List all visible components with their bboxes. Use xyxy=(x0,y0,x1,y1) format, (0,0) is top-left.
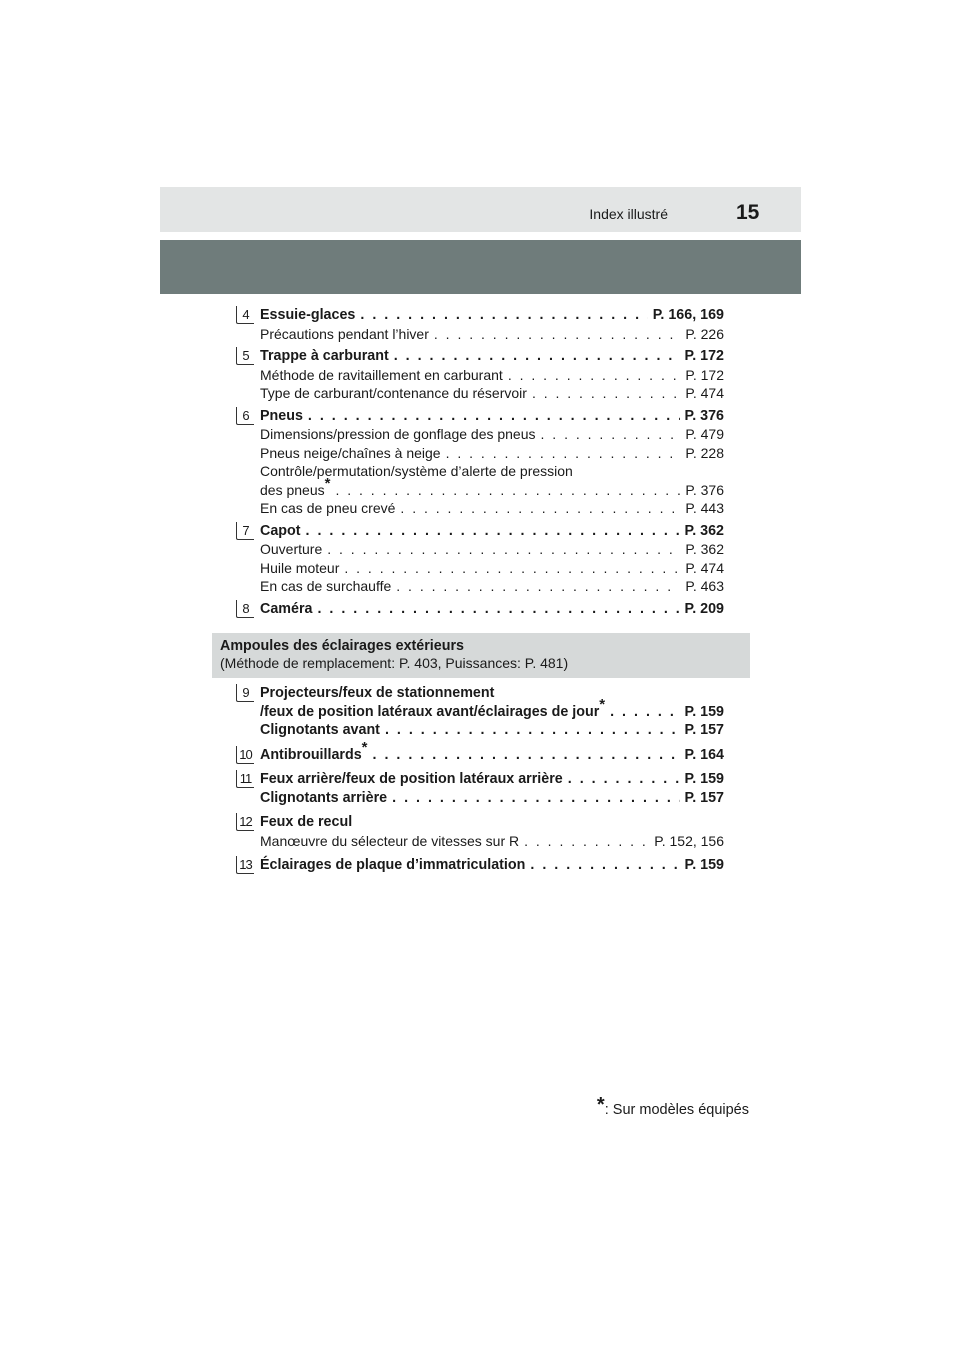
index-entry xyxy=(260,832,724,851)
dot-leader xyxy=(568,770,680,789)
index-group xyxy=(236,306,724,343)
index-entry xyxy=(260,325,724,344)
dot-leader xyxy=(396,577,680,596)
page-reference: P. 157 xyxy=(684,722,724,738)
index-group xyxy=(236,347,724,403)
entry-label xyxy=(260,306,355,325)
footnote-asterisk: * xyxy=(596,1094,605,1116)
page-reference: P. 474 xyxy=(685,385,724,401)
footnote xyxy=(596,1094,749,1120)
entry-label-text: Pneus xyxy=(260,407,303,424)
entry-label xyxy=(260,770,563,789)
index-entry xyxy=(260,789,724,808)
entry-label-text: des pneus xyxy=(260,481,325,498)
index-entry xyxy=(260,695,724,722)
page-reference: P. 443 xyxy=(685,500,724,516)
asterisk-marker: * xyxy=(599,695,606,713)
header-band xyxy=(160,240,801,294)
page-reference: P. 226 xyxy=(685,325,724,342)
page-reference: P. 152, 156 xyxy=(654,832,724,849)
item-number-marker: 4 xyxy=(236,306,254,324)
index-entry xyxy=(260,721,724,740)
item-number-marker: 8 xyxy=(236,600,254,618)
page-reference: P. 362 xyxy=(684,522,724,539)
index-group xyxy=(236,600,724,619)
dot-leader xyxy=(610,703,679,722)
index-entry xyxy=(260,738,724,765)
entry-label xyxy=(260,499,395,518)
entry-label-text: Pneus neige/chaînes à neige xyxy=(260,444,441,461)
entry-label-text: Capot xyxy=(260,522,301,539)
entry-label-text: En cas de surchauffe xyxy=(260,578,392,594)
entry-label xyxy=(260,425,536,444)
entry-label xyxy=(260,347,389,366)
header-bar xyxy=(160,187,801,232)
entry-label-text: En cas de pneu crevé xyxy=(260,500,396,516)
entry-label xyxy=(260,444,441,463)
entry-label xyxy=(260,366,503,385)
page-reference: P. 209 xyxy=(684,600,724,617)
footnote-text: : Sur modèles équipés xyxy=(604,1102,749,1118)
item-number-marker: 9 xyxy=(236,684,254,702)
page-reference: P. 172 xyxy=(685,366,724,383)
dot-leader xyxy=(308,407,680,426)
page-reference: P. 376 xyxy=(685,481,724,498)
entry-label-text: /feux de position latéraux avant/éclairages de jour xyxy=(260,703,600,720)
index-entry xyxy=(260,577,724,596)
item-number-marker: 7 xyxy=(236,522,254,540)
entry-label-text: Méthode de ravitaillement en carburant xyxy=(260,366,503,383)
item-number-marker: 10 xyxy=(236,746,254,764)
entry-label-text: Feux arrière/feux de position latéraux arrière xyxy=(260,771,563,787)
dot-leader xyxy=(508,366,681,385)
entry-label xyxy=(260,522,301,541)
dot-leader xyxy=(385,721,680,740)
index-entry xyxy=(260,407,724,426)
item-number-marker: 6 xyxy=(236,407,254,425)
index-entry xyxy=(260,444,724,463)
item-number-marker: 13 xyxy=(236,856,254,874)
entry-label-text: Clignotants arrière xyxy=(260,789,388,806)
entry-label xyxy=(260,738,368,765)
index-group xyxy=(236,522,724,596)
entry-label xyxy=(260,474,331,500)
index-group xyxy=(236,813,724,850)
index-group xyxy=(236,684,724,740)
index-entry xyxy=(260,540,724,559)
dot-leader xyxy=(360,306,647,325)
entry-label-line: Feux de recul xyxy=(260,814,353,830)
index-entry xyxy=(260,600,724,619)
index-entry xyxy=(260,474,724,500)
index-entry xyxy=(260,770,724,789)
entry-label xyxy=(260,600,312,619)
entry-label xyxy=(260,407,303,426)
index-entry xyxy=(260,856,724,875)
page-reference: P. 159 xyxy=(684,771,724,787)
dot-leader xyxy=(400,499,680,518)
index-entry xyxy=(260,522,724,541)
dot-leader xyxy=(524,832,649,851)
index-entry xyxy=(260,384,724,403)
dot-leader xyxy=(394,347,680,366)
entry-label-text: Clignotants avant xyxy=(260,722,380,738)
index-group xyxy=(236,770,724,807)
entry-label-text: Type de carburant/contenance du réservoir xyxy=(260,385,527,401)
entry-label-text: Manœuvre du sélecteur de vitesses sur R xyxy=(260,832,520,849)
entry-label-text: Dimensions/pression de gonflage des pneus xyxy=(260,426,536,442)
entry-label-text: Ouverture xyxy=(260,541,323,557)
page-number: 15 xyxy=(736,201,760,224)
dot-leader xyxy=(446,444,681,463)
dot-leader xyxy=(392,789,679,808)
page-reference: P. 159 xyxy=(684,857,724,873)
entry-label xyxy=(260,856,525,875)
index-entry xyxy=(260,306,724,325)
dot-leader xyxy=(344,559,680,578)
index-list-bottom xyxy=(236,684,724,875)
entry-label-line: Projecteurs/feux de stationnement xyxy=(260,685,495,701)
entry-label-text: Huile moteur xyxy=(260,559,340,576)
entry-label xyxy=(260,559,339,578)
index-entry xyxy=(260,347,724,366)
item-number-marker: 11 xyxy=(236,770,254,788)
entry-label xyxy=(260,832,519,851)
dot-leader xyxy=(335,481,680,500)
entry-label-text: Essuie-glaces xyxy=(260,307,356,323)
page-reference: P. 157 xyxy=(684,789,724,806)
dot-leader xyxy=(317,600,679,619)
section-title: Index illustré xyxy=(589,206,668,222)
entry-label xyxy=(260,325,429,344)
asterisk-marker: * xyxy=(361,738,368,756)
entry-label xyxy=(260,721,380,740)
dot-leader xyxy=(532,384,680,403)
page-reference: P. 362 xyxy=(685,541,724,557)
page-reference: P. 172 xyxy=(684,348,724,364)
entry-label-text: Caméra xyxy=(260,600,313,617)
page-reference: P. 463 xyxy=(685,578,724,594)
entry-label xyxy=(260,789,387,808)
dot-leader xyxy=(530,856,679,875)
dot-leader xyxy=(434,325,680,344)
entry-label xyxy=(260,695,606,722)
exterior-lights-subtitle: (Méthode de remplacement: P. 403, Puissances: P. 481) xyxy=(220,655,569,671)
index-group xyxy=(236,856,724,875)
index-entry xyxy=(260,425,724,444)
entry-label-text: Précautions pendant l’hiver xyxy=(260,325,429,342)
entry-label xyxy=(260,577,391,596)
dot-leader xyxy=(327,540,680,559)
asterisk-marker: * xyxy=(324,474,331,492)
entry-label-text: Antibrouillards xyxy=(260,746,362,763)
index-entry xyxy=(260,366,724,385)
entry-label-line: Contrôle/permutation/système d’alerte de pression xyxy=(260,463,573,479)
dot-leader xyxy=(373,746,680,765)
dot-leader xyxy=(306,522,680,541)
index-list-top xyxy=(236,306,724,618)
page-reference: P. 159 xyxy=(684,703,724,720)
index-entry xyxy=(260,559,724,578)
entry-label xyxy=(260,384,527,403)
entry-label xyxy=(260,540,322,559)
exterior-lights-title: Ampoules des éclairages extérieurs xyxy=(220,638,464,654)
page-reference: P. 474 xyxy=(685,559,724,576)
item-number-marker: 5 xyxy=(236,347,254,365)
page-reference: P. 166, 169 xyxy=(652,307,724,323)
item-number-marker: 12 xyxy=(236,813,254,831)
page-reference: P. 164 xyxy=(684,746,724,763)
exterior-lights-box xyxy=(212,633,750,678)
page-reference: P. 376 xyxy=(684,407,724,424)
page-reference: P. 479 xyxy=(685,426,724,442)
page-reference: P. 228 xyxy=(685,444,724,461)
index-group xyxy=(236,738,724,765)
entry-label-text: Éclairages de plaque d’immatriculation xyxy=(260,857,526,873)
index-group xyxy=(236,407,724,518)
entry-label-text: Trappe à carburant xyxy=(260,348,389,364)
dot-leader xyxy=(541,425,681,444)
index-entry xyxy=(260,499,724,518)
